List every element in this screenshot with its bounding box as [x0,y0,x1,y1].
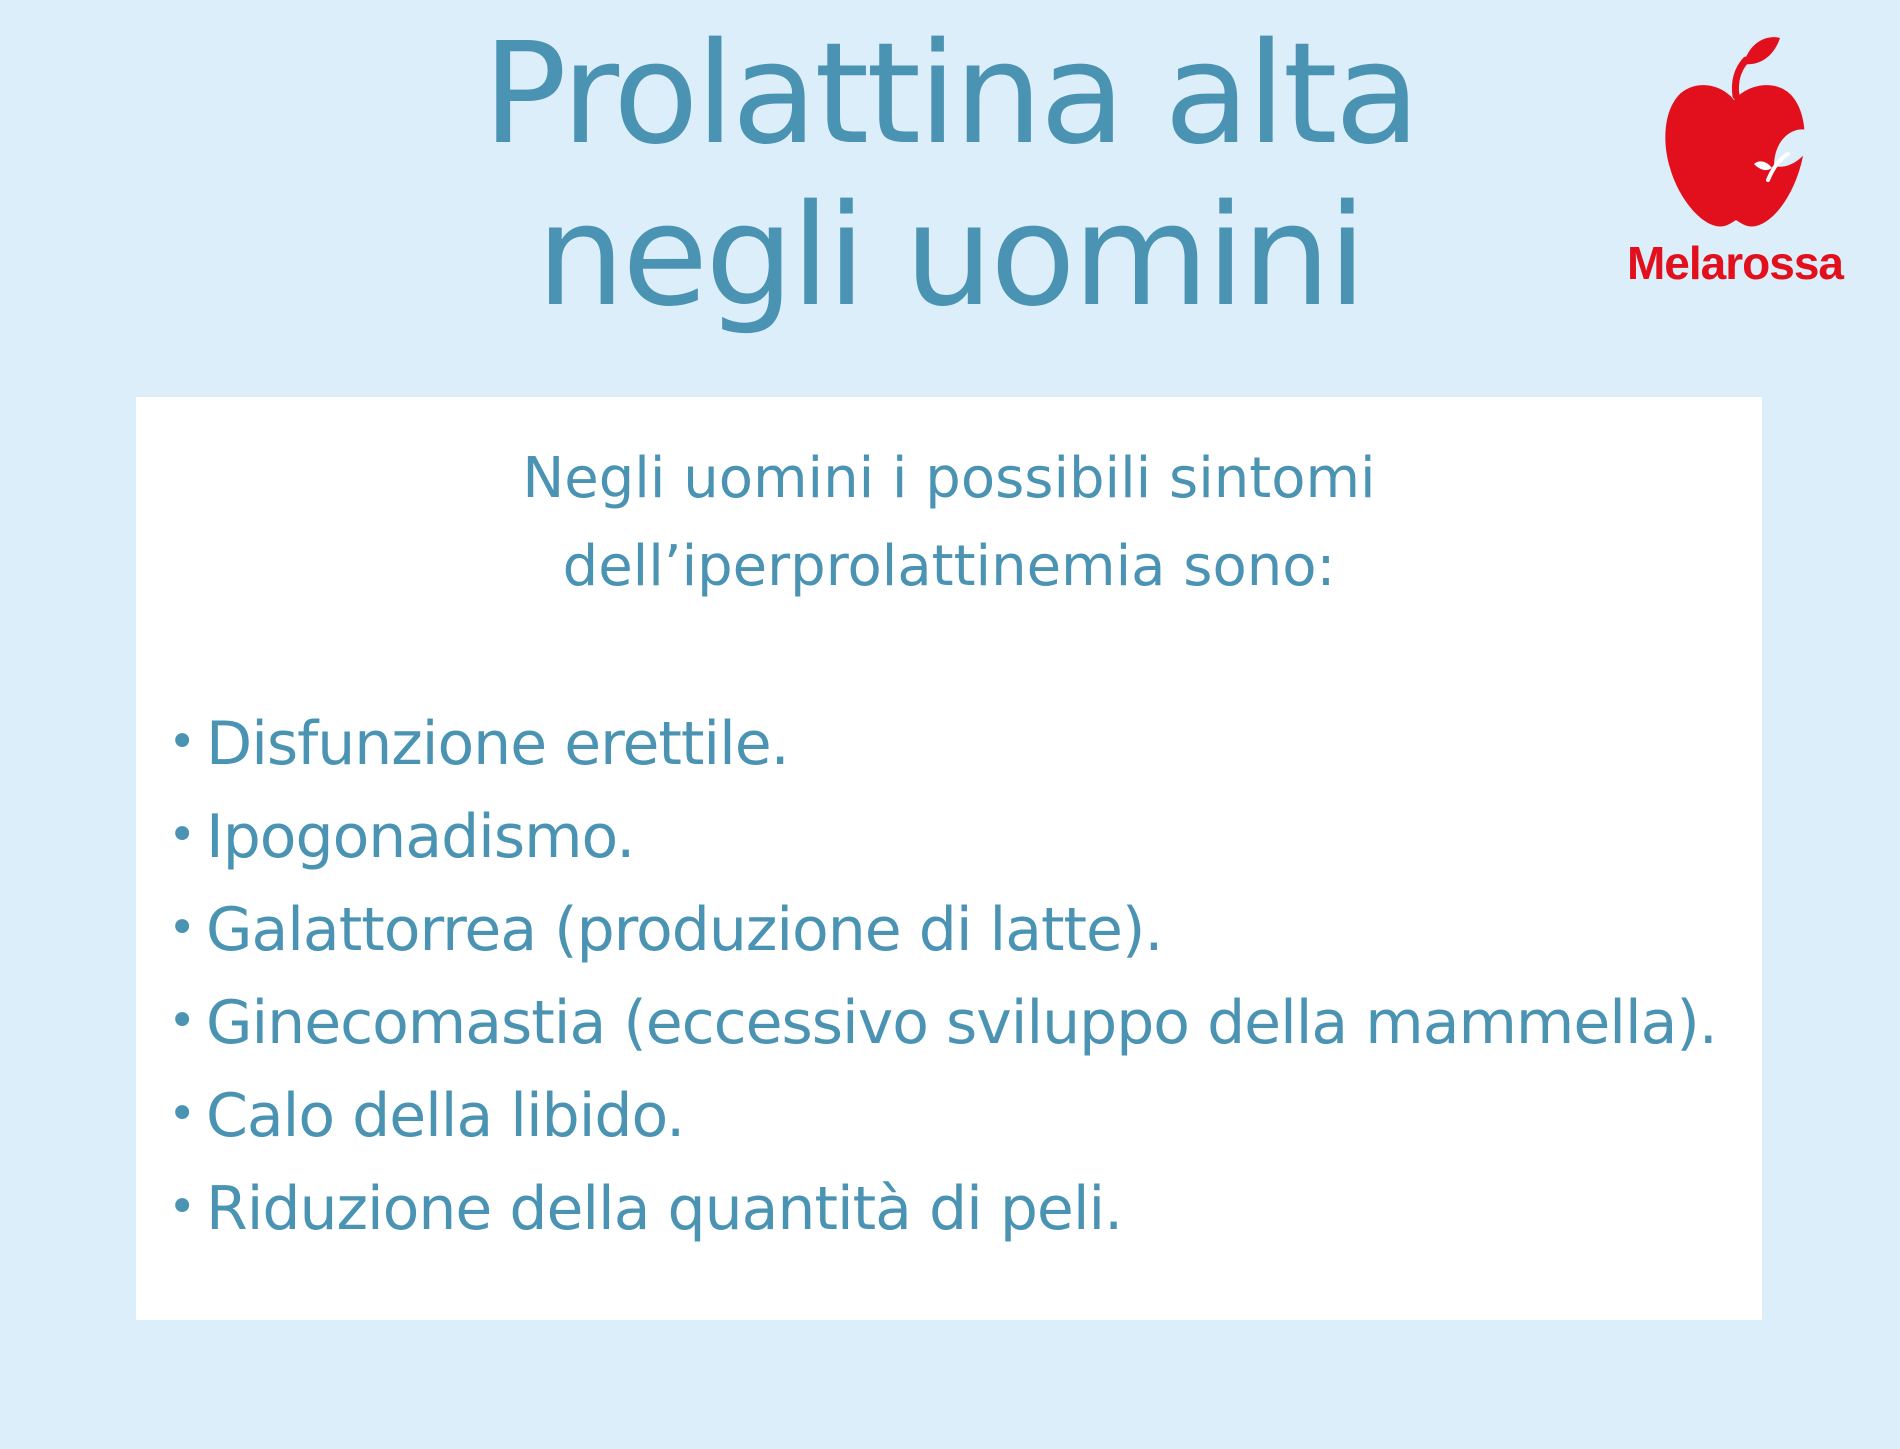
list-item-text: Ipogonadismo. [206,802,635,872]
bullet: • [168,1086,196,1142]
page-title-line-1: Prolattina alta [482,13,1418,176]
list-item [168,883,1717,976]
page-title-line-2: negli uomini [536,175,1364,338]
list-item [168,1162,1717,1255]
bullet: • [168,714,196,770]
bullet: • [168,993,196,1049]
brand-name: Melarossa [1626,237,1843,289]
intro-line-1: Negli uomini i possibili sintomi [522,446,1376,511]
list-item-text: Riduzione della quantità di peli. [206,1174,1123,1244]
intro-line-2: dell’iperprolattinemia sono: [562,534,1336,599]
page-title [300,14,1600,338]
brand-logo [1620,30,1850,289]
list-item [168,1069,1717,1162]
list-item-text: Calo della libido. [206,1081,685,1151]
list-item [168,790,1717,883]
list-item-text: Disfunzione erettile. [206,709,789,779]
list-item [168,697,1717,790]
list-item-text: Ginecomastia (eccessivo sviluppo della mammella). [206,988,1717,1058]
intro-text [136,435,1762,611]
bullet: • [168,1179,196,1235]
bullet: • [168,900,196,956]
list-item [168,976,1717,1069]
content-card [136,397,1762,1320]
list-item-text: Galattorrea (produzione di latte). [206,895,1163,965]
red-apple-icon [1662,30,1808,230]
symptom-list [168,697,1717,1255]
bullet: • [168,807,196,863]
